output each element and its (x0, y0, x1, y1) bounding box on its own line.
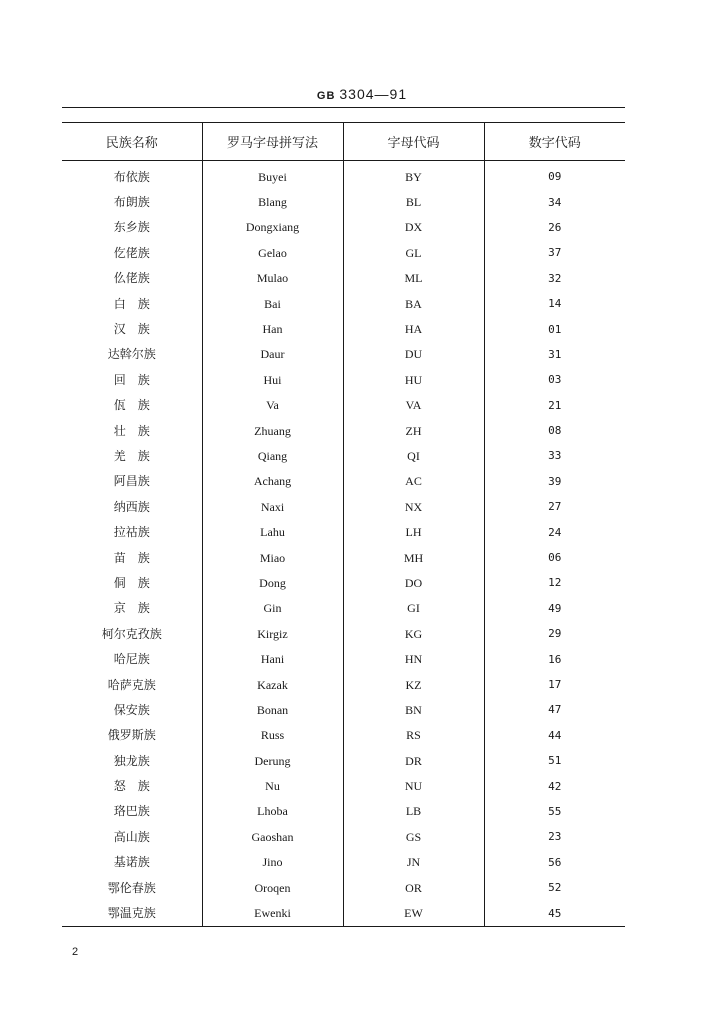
table-row (62, 215, 625, 240)
table-row (62, 545, 625, 570)
page-number: 2 (72, 946, 79, 958)
ethnic-group-name: 回 族 (62, 367, 202, 392)
letter-code: GI (343, 596, 484, 621)
table-row (62, 266, 625, 291)
number-code: 33 (548, 449, 562, 463)
number-code: 16 (548, 652, 562, 666)
ethnic-group-name: 纳西族 (62, 494, 202, 519)
ethnic-group-name: 阿昌族 (62, 469, 202, 494)
number-code: 34 (548, 195, 562, 209)
ethnic-group-name: 白 族 (62, 291, 202, 316)
letter-code: GS (343, 824, 484, 849)
table-row (62, 621, 625, 646)
letter-code: NU (343, 773, 484, 798)
letter-code: HN (343, 646, 484, 671)
table-row (62, 646, 625, 671)
ethnic-group-name: 东乡族 (62, 215, 202, 240)
table-row (62, 443, 625, 468)
letter-code: OR (343, 875, 484, 900)
number-code: 21 (548, 398, 562, 412)
letter-code: KG (343, 621, 484, 646)
ethnic-group-name: 鄂伦春族 (62, 875, 202, 900)
ethnic-group-name: 高山族 (62, 824, 202, 849)
roman-spelling: Buyei (202, 161, 343, 190)
roman-spelling: Va (202, 393, 343, 418)
letter-code: AC (343, 469, 484, 494)
roman-spelling: Oroqen (202, 875, 343, 900)
table-row (62, 161, 625, 190)
roman-spelling: Naxi (202, 494, 343, 519)
number-code: 23 (548, 830, 562, 844)
table-row (62, 748, 625, 773)
roman-spelling: Hani (202, 646, 343, 671)
roman-spelling: Derung (202, 748, 343, 773)
roman-spelling: Russ (202, 723, 343, 748)
table-row (62, 773, 625, 798)
roman-spelling: Zhuang (202, 418, 343, 443)
ethnic-group-name: 珞巴族 (62, 799, 202, 824)
roman-spelling: Mulao (202, 266, 343, 291)
number-code: 52 (548, 881, 562, 895)
header-rule (62, 107, 625, 108)
ethnic-group-name: 汉 族 (62, 316, 202, 341)
letter-code: NX (343, 494, 484, 519)
ethnic-group-name: 俄罗斯族 (62, 723, 202, 748)
ethnic-group-name: 京 族 (62, 596, 202, 621)
ethnic-group-name: 怒 族 (62, 773, 202, 798)
letter-code: GL (343, 240, 484, 265)
number-code: 49 (548, 601, 562, 615)
number-code: 12 (548, 576, 562, 590)
number-code: 14 (548, 297, 562, 311)
roman-spelling: Dongxiang (202, 215, 343, 240)
table-row (62, 367, 625, 392)
number-code: 01 (548, 322, 562, 336)
column-header-name: 民族名称 (62, 123, 202, 161)
table-row (62, 519, 625, 544)
letter-code: BA (343, 291, 484, 316)
letter-code: MH (343, 545, 484, 570)
letter-code: DO (343, 570, 484, 595)
letter-code: HA (343, 316, 484, 341)
letter-code: DR (343, 748, 484, 773)
letter-code: BY (343, 161, 484, 190)
table-row (62, 850, 625, 875)
letter-code: LB (343, 799, 484, 824)
letter-code: VA (343, 393, 484, 418)
table-row (62, 570, 625, 595)
table-row (62, 342, 625, 367)
table-row (62, 316, 625, 341)
ethnic-group-name: 仡佬族 (62, 240, 202, 265)
ethnic-group-name: 壮 族 (62, 418, 202, 443)
number-code: 37 (548, 246, 562, 260)
roman-spelling: Lahu (202, 519, 343, 544)
table-row (62, 240, 625, 265)
roman-spelling: Dong (202, 570, 343, 595)
standard-prefix: GB (316, 90, 336, 102)
number-code: 29 (548, 627, 562, 641)
roman-spelling: Nu (202, 773, 343, 798)
document-header (0, 86, 724, 102)
roman-spelling: Han (202, 316, 343, 341)
column-header-letter-code: 字母代码 (343, 123, 484, 161)
letter-code: JN (343, 850, 484, 875)
letter-code: HU (343, 367, 484, 392)
roman-spelling: Miao (202, 545, 343, 570)
table-row (62, 494, 625, 519)
ethnic-group-name: 拉祜族 (62, 519, 202, 544)
letter-code: ML (343, 266, 484, 291)
letter-code: QI (343, 443, 484, 468)
ethnic-group-name: 佤 族 (62, 393, 202, 418)
column-header-number-code: 数字代码 (484, 123, 625, 161)
number-code: 03 (548, 373, 562, 387)
table-row (62, 393, 625, 418)
ethnic-group-name: 哈尼族 (62, 646, 202, 671)
ethnic-group-name: 仫佬族 (62, 266, 202, 291)
number-code: 47 (548, 703, 562, 717)
number-code: 26 (548, 220, 562, 234)
letter-code: LH (343, 519, 484, 544)
table-row (62, 900, 625, 926)
roman-spelling: Gaoshan (202, 824, 343, 849)
ethnic-group-name: 保安族 (62, 697, 202, 722)
table-row (62, 291, 625, 316)
roman-spelling: Kirgiz (202, 621, 343, 646)
number-code: 45 (548, 906, 562, 920)
number-code: 08 (548, 424, 562, 438)
table-row (62, 596, 625, 621)
standard-number: 3304—91 (339, 86, 408, 102)
roman-spelling: Bonan (202, 697, 343, 722)
letter-code: DU (343, 342, 484, 367)
roman-spelling: Daur (202, 342, 343, 367)
letter-code: EW (343, 900, 484, 926)
number-code: 09 (548, 170, 562, 184)
number-code: 56 (548, 855, 562, 869)
ethnic-group-name: 达斡尔族 (62, 342, 202, 367)
number-code: 24 (548, 525, 562, 539)
table-row (62, 875, 625, 900)
ethnic-group-name: 柯尔克孜族 (62, 621, 202, 646)
table-header-row (62, 123, 625, 161)
roman-spelling: Qiang (202, 443, 343, 468)
roman-spelling: Gin (202, 596, 343, 621)
roman-spelling: Ewenki (202, 900, 343, 926)
roman-spelling: Jino (202, 850, 343, 875)
table-body (62, 161, 625, 927)
table-row (62, 189, 625, 214)
letter-code: ZH (343, 418, 484, 443)
letter-code: KZ (343, 672, 484, 697)
number-code: 44 (548, 728, 562, 742)
table-row (62, 824, 625, 849)
table-row (62, 697, 625, 722)
ethnic-group-name: 苗 族 (62, 545, 202, 570)
roman-spelling: Blang (202, 189, 343, 214)
roman-spelling: Bai (202, 291, 343, 316)
number-code: 42 (548, 779, 562, 793)
table-row (62, 723, 625, 748)
ethnic-code-table (62, 122, 625, 927)
number-code: 27 (548, 500, 562, 514)
table-row (62, 799, 625, 824)
letter-code: RS (343, 723, 484, 748)
ethnic-group-name: 侗 族 (62, 570, 202, 595)
number-code: 39 (548, 474, 562, 488)
letter-code: BL (343, 189, 484, 214)
ethnic-group-name: 哈萨克族 (62, 672, 202, 697)
letter-code: BN (343, 697, 484, 722)
number-code: 17 (548, 678, 562, 691)
column-header-roman: 罗马字母拼写法 (202, 123, 343, 161)
ethnic-group-name: 基诺族 (62, 850, 202, 875)
ethnic-group-name: 布依族 (62, 161, 202, 190)
ethnic-group-name: 鄂温克族 (62, 900, 202, 926)
roman-spelling: Achang (202, 469, 343, 494)
table-row (62, 418, 625, 443)
number-code: 31 (548, 347, 562, 361)
table-row (62, 469, 625, 494)
roman-spelling: Gelao (202, 240, 343, 265)
ethnic-group-name: 羌 族 (62, 443, 202, 468)
number-code: 06 (548, 551, 562, 565)
roman-spelling: Kazak (202, 672, 343, 697)
ethnic-group-name: 独龙族 (62, 748, 202, 773)
letter-code: DX (343, 215, 484, 240)
number-code: 55 (548, 804, 562, 818)
table-row (62, 672, 625, 697)
roman-spelling: Lhoba (202, 799, 343, 824)
number-code: 32 (548, 271, 562, 285)
ethnic-group-name: 布朗族 (62, 189, 202, 214)
number-code: 51 (548, 754, 562, 768)
roman-spelling: Hui (202, 367, 343, 392)
